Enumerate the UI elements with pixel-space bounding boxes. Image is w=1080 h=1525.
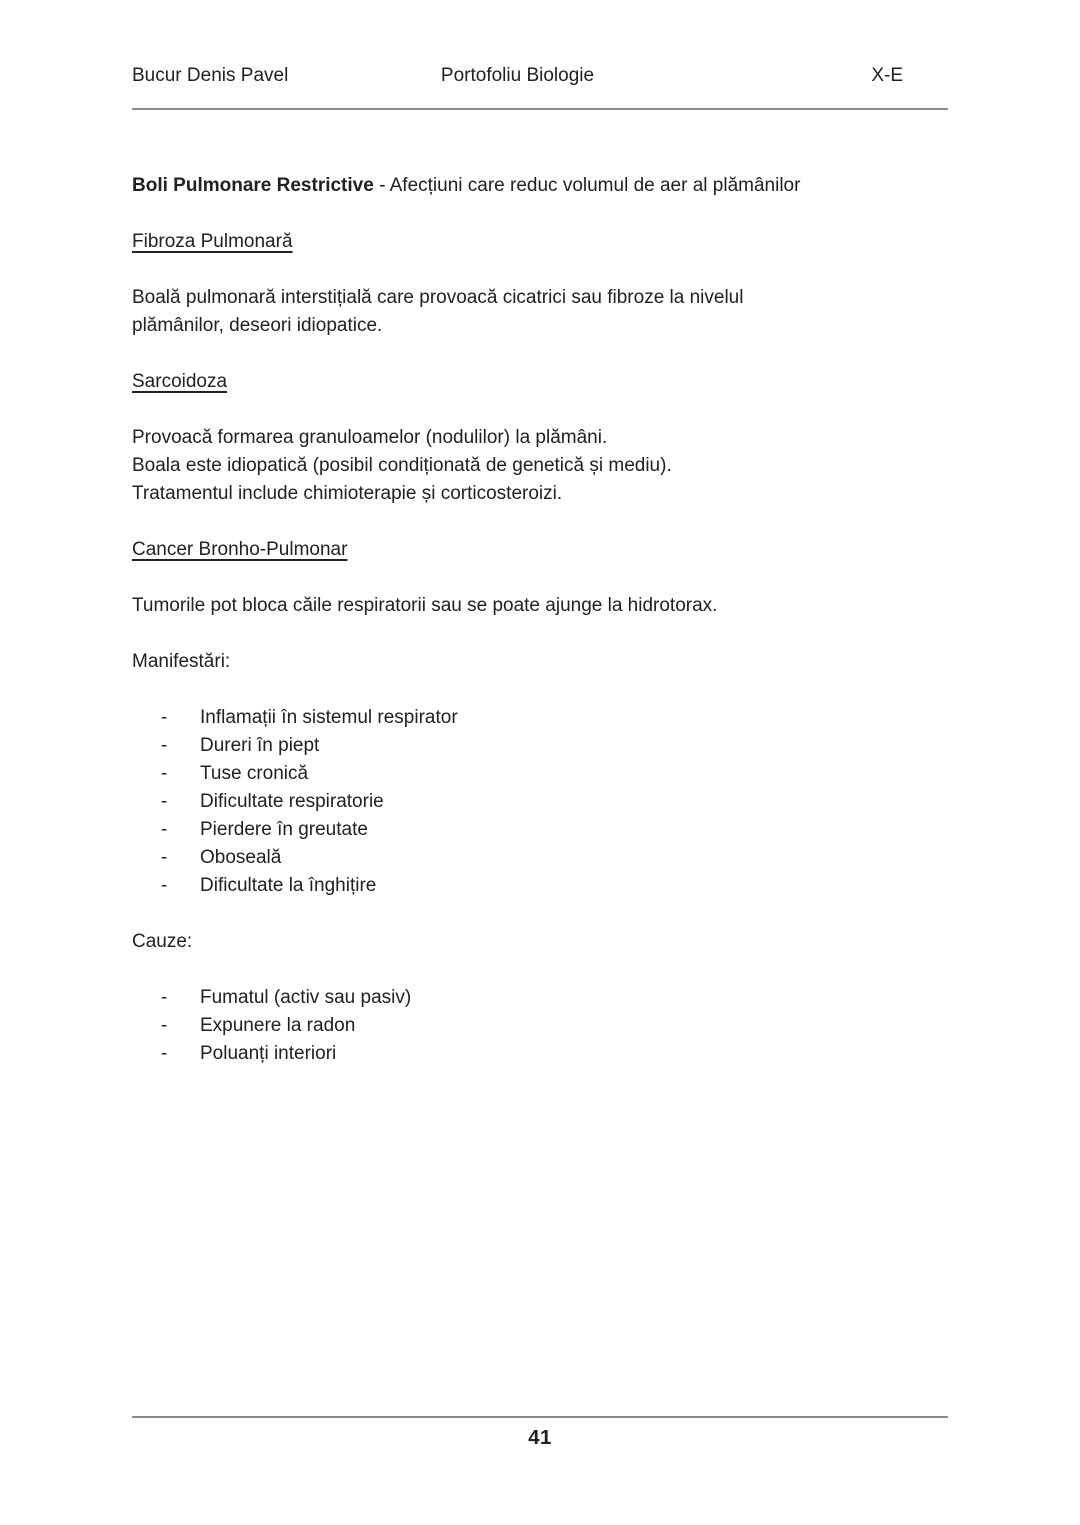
list-item — [132, 844, 948, 872]
header-class-label: X-E — [871, 65, 903, 86]
list-item — [132, 872, 948, 900]
paragraph-line: Provoacă formarea granuloamelor (nodulilor) la plămâni. — [132, 427, 608, 448]
list-item — [132, 704, 948, 732]
page-header — [132, 0, 948, 88]
list-item-text: Oboseală — [200, 847, 282, 868]
dash-bullet: - — [161, 735, 168, 756]
paragraph-cancer — [132, 592, 948, 620]
header-divider — [132, 108, 948, 110]
document-body — [132, 172, 948, 1068]
list-item-text: Dificultate respiratorie — [200, 791, 384, 812]
cauze-list — [132, 984, 948, 1068]
dash-bullet: - — [161, 791, 168, 812]
manifestari-list — [132, 704, 948, 900]
list-item — [132, 984, 948, 1012]
dash-bullet: - — [161, 847, 168, 868]
list-item — [132, 1012, 948, 1040]
list-item-text: Dureri în piept — [200, 735, 320, 756]
dash-bullet: - — [161, 1043, 168, 1064]
dash-bullet: - — [161, 707, 168, 728]
paragraph-line: Tumorile pot bloca căile respiratorii sau se poate ajunge la hidrotorax. — [132, 595, 718, 616]
cauze-label: Cauze: — [132, 931, 193, 952]
header-doc-title: Portofoliu Biologie — [440, 65, 595, 86]
list-item-text: Expunere la radon — [200, 1015, 356, 1036]
list-item — [132, 788, 948, 816]
list-item-text: Inflamații în sistemul respirator — [200, 707, 458, 728]
list-item-text: Pierdere în greutate — [200, 819, 368, 840]
manifestari-label: Manifestări: — [132, 651, 231, 672]
section-heading-cancer: Cancer Bronho-Pulmonar — [132, 539, 348, 560]
page-title — [132, 172, 948, 200]
page-number: 41 — [528, 1426, 552, 1449]
dash-bullet: - — [161, 1015, 168, 1036]
list-item-text: Tuse cronică — [200, 763, 309, 784]
list-item — [132, 760, 948, 788]
section-heading-fibroza: Fibroza Pulmonară — [132, 231, 293, 252]
page-title-bold: Boli Pulmonare Restrictive — [132, 175, 374, 196]
list-item — [132, 732, 948, 760]
list-item-text: Dificultate la înghițire — [200, 875, 377, 896]
paragraph-line: Boala este idiopatică (posibil condiționată de genetică și mediu). — [132, 455, 672, 476]
paragraph-fibroza — [132, 284, 948, 340]
footer-divider — [132, 1416, 948, 1418]
list-item-text: Poluanți interiori — [200, 1043, 337, 1064]
page-footer — [132, 1416, 948, 1450]
paragraph-line: Tratamentul include chimioterapie și corticosteroizi. — [132, 483, 563, 504]
dash-bullet: - — [161, 819, 168, 840]
list-item-text: Fumatul (activ sau pasiv) — [200, 987, 412, 1008]
section-heading-sarcoidoza: Sarcoidoza — [132, 371, 228, 392]
dash-bullet: - — [161, 875, 168, 896]
paragraph-sarcoidoza — [132, 424, 948, 508]
list-item — [132, 816, 948, 844]
dash-bullet: - — [161, 987, 168, 1008]
list-item — [132, 1040, 948, 1068]
page-title-rest: - Afecțiuni care reduc volumul de aer al plămânilor — [373, 175, 801, 196]
header-author: Bucur Denis Pavel — [132, 65, 289, 86]
dash-bullet: - — [161, 763, 168, 784]
paragraph-line: plămânilor, deseori idiopatice. — [132, 315, 383, 336]
paragraph-line: Boală pulmonară interstițială care provoacă cicatrici sau fibroze la nivelul — [132, 287, 744, 308]
